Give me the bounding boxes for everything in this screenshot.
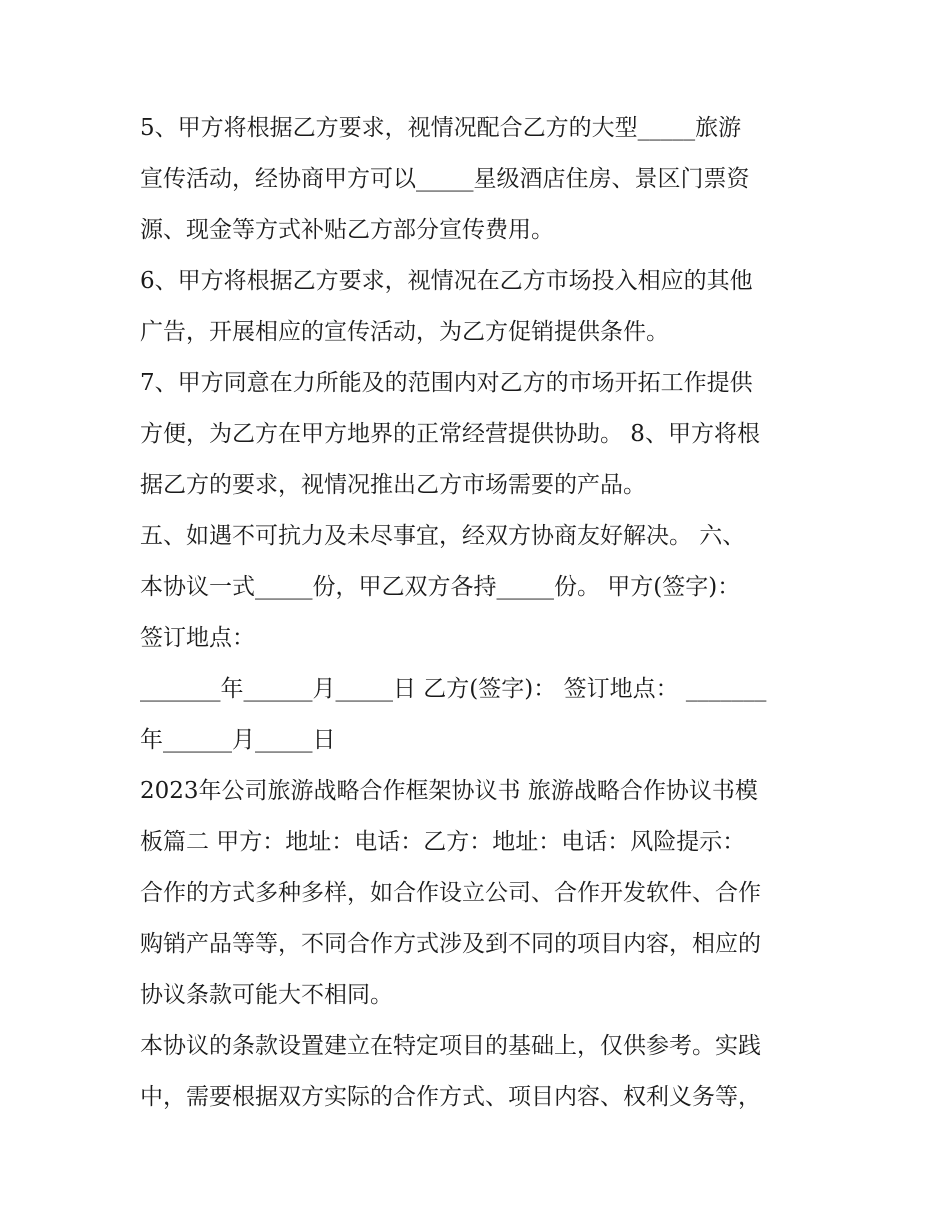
- text-line: 本协议一式_____份，甲乙双方各持_____份。 甲方(签字)：: [140, 574, 741, 600]
- text-line: _______年______月_____日 乙方(签字)： 签订地点： _______: [140, 676, 767, 702]
- document-body: [140, 103, 820, 1123]
- text-line: 宣传活动，经协商甲方可以_____星级酒店住房、景区门票资: [140, 166, 750, 192]
- text-line: 签订地点：: [140, 625, 255, 651]
- text-line: 7、甲方同意在力所能及的范围内对乙方的市场开拓工作提供: [140, 370, 753, 396]
- text-line: 本协议的条款设置建立在特定项目的基础上，仅供参考。实践: [140, 1033, 761, 1059]
- text-line: 源、现金等方式补贴乙方部分宣传费用。: [140, 217, 554, 243]
- text-line: 合作的方式多种多样，如合作设立公司、合作开发软件、合作: [140, 880, 761, 906]
- text-line: 协议条款可能大不相同。: [140, 982, 393, 1008]
- text-line: 购销产品等等，不同合作方式涉及到不同的项目内容，相应的: [140, 931, 761, 957]
- text-line: 6、甲方将根据乙方要求，视情况在乙方市场投入相应的其他: [140, 268, 753, 294]
- text-line: 广告，开展相应的宣传活动，为乙方促销提供条件。: [140, 319, 669, 345]
- text-line: 年______月_____日: [140, 727, 336, 753]
- text-line: 板篇二 甲方：地址：电话：乙方：地址：电话：风险提示：: [140, 829, 746, 855]
- text-line: 五、如遇不可抗力及未尽事宜，经双方协商友好解决。 六、: [140, 523, 746, 549]
- text-line: 中，需要根据双方实际的合作方式、项目内容、权利义务等，: [140, 1084, 761, 1110]
- text-line: 据乙方的要求，视情况推出乙方市场需要的产品。: [140, 472, 646, 498]
- text-line: 方便，为乙方在甲方地界的正常经营提供协助。 8、甲方将根: [140, 421, 760, 447]
- text-line: 5、甲方将根据乙方要求，视情况配合乙方的大型_____旅游: [140, 115, 742, 141]
- text-line: 2023年公司旅游战略合作框架协议书 旅游战略合作协议书模: [140, 778, 758, 804]
